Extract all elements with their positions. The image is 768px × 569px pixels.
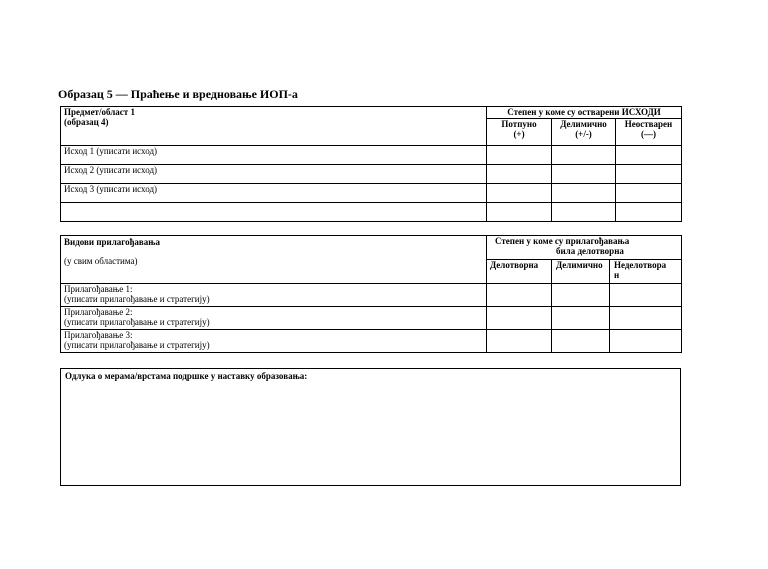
types-label: Видови прилагођавања <box>64 237 160 247</box>
outcomes-table <box>60 106 682 222</box>
outcomes-degree-header: Степен у коме су остварени ИСХОДИ <box>487 107 682 119</box>
partially-cell[interactable] <box>552 184 616 203</box>
types-header-cell <box>61 236 487 284</box>
not-achieved-cell[interactable] <box>616 165 682 184</box>
partially-cell[interactable] <box>552 165 616 184</box>
col-effective-header: Делотворна <box>487 260 552 284</box>
fully-cell[interactable] <box>487 184 552 203</box>
types-sub-label: (у свим областима) <box>64 256 138 266</box>
col-fully-header: Потпуно (+) <box>487 119 552 146</box>
effective-cell[interactable] <box>487 330 552 353</box>
col-ineffective-header: Неделотвора н <box>610 260 682 284</box>
subject-sub-label: (образац 4) <box>64 117 109 127</box>
col-partially-header: Делимично (+/-) <box>552 119 616 146</box>
table-row <box>61 330 682 353</box>
table-row <box>61 146 682 165</box>
decision-box[interactable] <box>60 368 681 486</box>
adjustments-degree-header: Степен у коме су прилагођавања била делотворна <box>487 236 682 260</box>
fully-cell[interactable] <box>487 146 552 165</box>
not-achieved-cell[interactable] <box>616 146 682 165</box>
ineffective-cell[interactable] <box>610 284 682 307</box>
table-row <box>61 284 682 307</box>
decision-label: Одлука о мерама/врстама подршке у наставку образовања: <box>65 371 308 381</box>
adjustment-label-cell: Прилагођавање 3: (уписати прилагођавање и стратегију) <box>61 330 487 353</box>
outcome-label: Исход 1 (уписати исход) <box>61 146 487 165</box>
table-row <box>61 184 682 203</box>
outcome-label: Исход 2 (уписати исход) <box>61 165 487 184</box>
outcome-label[interactable] <box>61 203 487 222</box>
partially-effective-cell[interactable] <box>552 284 610 307</box>
col-not-achieved-header: Неостварен (—) <box>616 119 682 146</box>
effective-cell[interactable] <box>487 307 552 330</box>
table-row <box>61 165 682 184</box>
effective-cell[interactable] <box>487 284 552 307</box>
not-achieved-cell[interactable] <box>616 203 682 222</box>
adjustment-label-cell: Прилагођавање 2: (уписати прилагођавање и стратегију) <box>61 307 487 330</box>
partially-cell[interactable] <box>552 146 616 165</box>
adjustment-label-cell: Прилагођавање 1: (уписати прилагођавање и стратегију) <box>61 284 487 307</box>
table-row <box>61 307 682 330</box>
col-partially-effective-header: Делимично <box>552 260 610 284</box>
page-title: Образац 5 — Праћење и вредновање ИОП-а <box>58 87 298 101</box>
adjustments-table <box>60 235 682 353</box>
fully-cell[interactable] <box>487 203 552 222</box>
ineffective-cell[interactable] <box>610 307 682 330</box>
outcome-label: Исход 3 (уписати исход) <box>61 184 487 203</box>
partially-cell[interactable] <box>552 203 616 222</box>
partially-effective-cell[interactable] <box>552 307 610 330</box>
not-achieved-cell[interactable] <box>616 184 682 203</box>
ineffective-cell[interactable] <box>610 330 682 353</box>
partially-effective-cell[interactable] <box>552 330 610 353</box>
subject-header-cell <box>61 107 487 146</box>
fully-cell[interactable] <box>487 165 552 184</box>
subject-label: Предмет/област 1 <box>64 107 135 117</box>
table-row <box>61 203 682 222</box>
